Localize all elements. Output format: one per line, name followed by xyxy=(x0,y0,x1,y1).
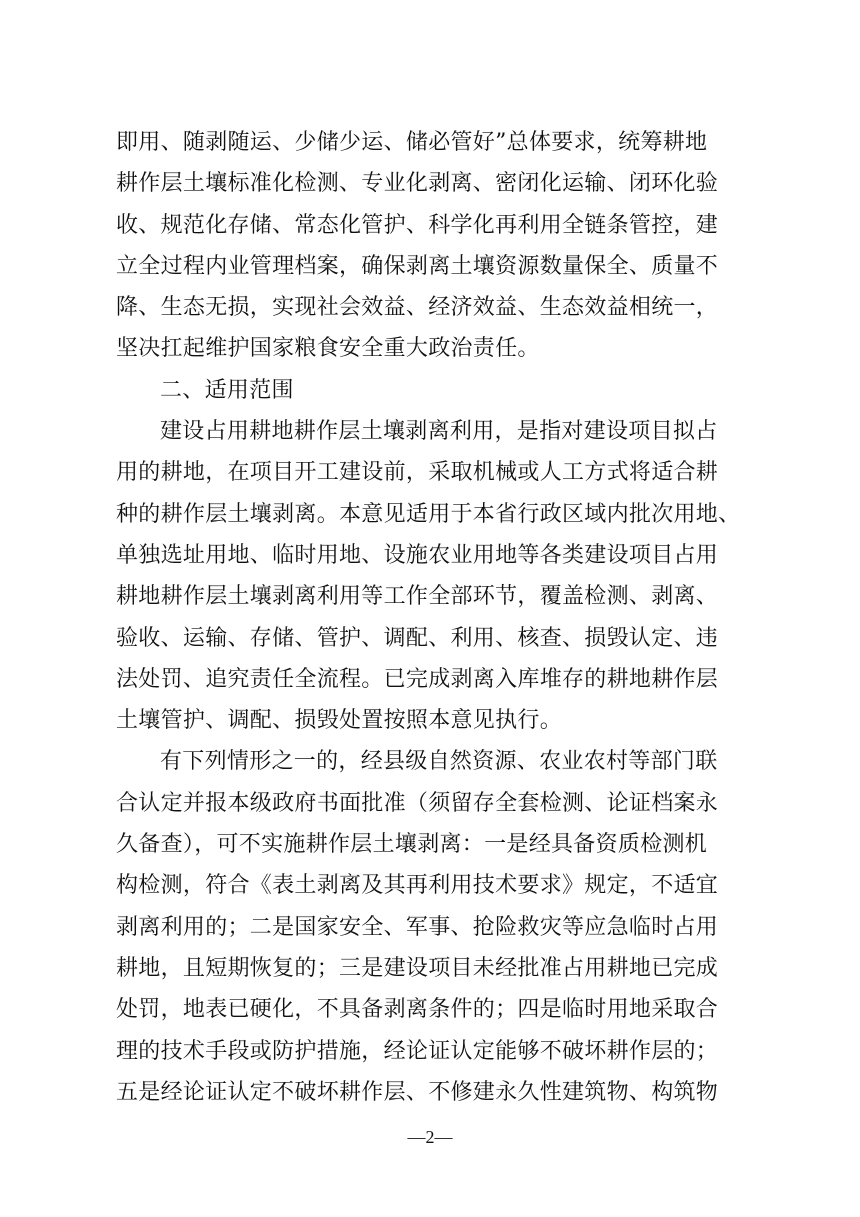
text-line: 五是经论证认定不破坏耕作层、不修建永久性建筑物、构筑物 xyxy=(116,1079,719,1105)
text-line: 耕地耕作层土壤剥离利用等工作全部环节，覆盖检测、剥离、 xyxy=(116,584,719,610)
text-line: 即用、随剥随运、少储少运、储必管好”总体要求，统筹耕地 xyxy=(116,130,708,155)
text-line: 降、生态无损，实现社会效益、经济效益、生态效益相统一， xyxy=(116,295,719,321)
text-line: 处罚，地表已硬化，不具备剥离条件的；四是临时用地采取合 xyxy=(116,997,719,1023)
text-line: 构检测，符合《表土剥离及其再利用技术要求》规定，不适宜 xyxy=(116,873,719,899)
text-line: 用的耕地，在项目开工建设前，采取机械或人工方式将适合耕 xyxy=(116,460,719,486)
text-line: 理的技术手段或防护措施，经论证认定能够不破坏耕作层的； xyxy=(116,1038,719,1064)
text-line: 耕作层土壤标准化检测、专业化剥离、密闭化运输、闭环化验 xyxy=(116,171,719,197)
text-line: 收、规范化存储、常态化管护、科学化再利用全链条管控，建 xyxy=(116,212,719,238)
section-heading: 二、适用范围 xyxy=(160,377,294,403)
text-line: 坚决扛起维护国家粮食安全重大政治责任。 xyxy=(116,336,540,362)
text-line: 立全过程内业管理档案，确保剥离土壤资源数量保全、质量不 xyxy=(116,253,719,279)
paragraph-first-line: 建设占用耕地耕作层土壤剥离利用，是指对建设项目拟占 xyxy=(160,419,718,445)
text-line: 耕地，且短期恢复的；三是建设项目未经批准占用耕地已完成 xyxy=(116,955,719,981)
text-line: 合认定并报本级政府书面批准（须留存全套检测、论证档案永 xyxy=(116,790,719,816)
text-line: 土壤管护、调配、损毁处置按照本意见执行。 xyxy=(116,708,563,734)
text-line: 剥离利用的；二是国家安全、军事、抢险救灾等应急临时占用 xyxy=(116,914,719,940)
paragraph-first-line: 有下列情形之一的，经县级自然资源、农业农村等部门联 xyxy=(160,749,718,775)
text-line: 种的耕作层土壤剥离。本意见适用于本省行政区域内批次用地、 xyxy=(116,501,741,527)
text-line: 久备查），可不实施耕作层土壤剥离：一是经具备资质检测机 xyxy=(116,832,708,858)
body-text xyxy=(116,122,776,1113)
text-line: 单独选址用地、临时用地、设施农业用地等各类建设项目占用 xyxy=(116,542,719,568)
text-line: 法处罚、追究责任全流程。已完成剥离入库堆存的耕地耕作层 xyxy=(116,666,719,692)
page-number: —2— xyxy=(407,1127,453,1147)
text-line: 验收、运输、存储、管护、调配、利用、核查、损毁认定、违 xyxy=(116,625,719,651)
